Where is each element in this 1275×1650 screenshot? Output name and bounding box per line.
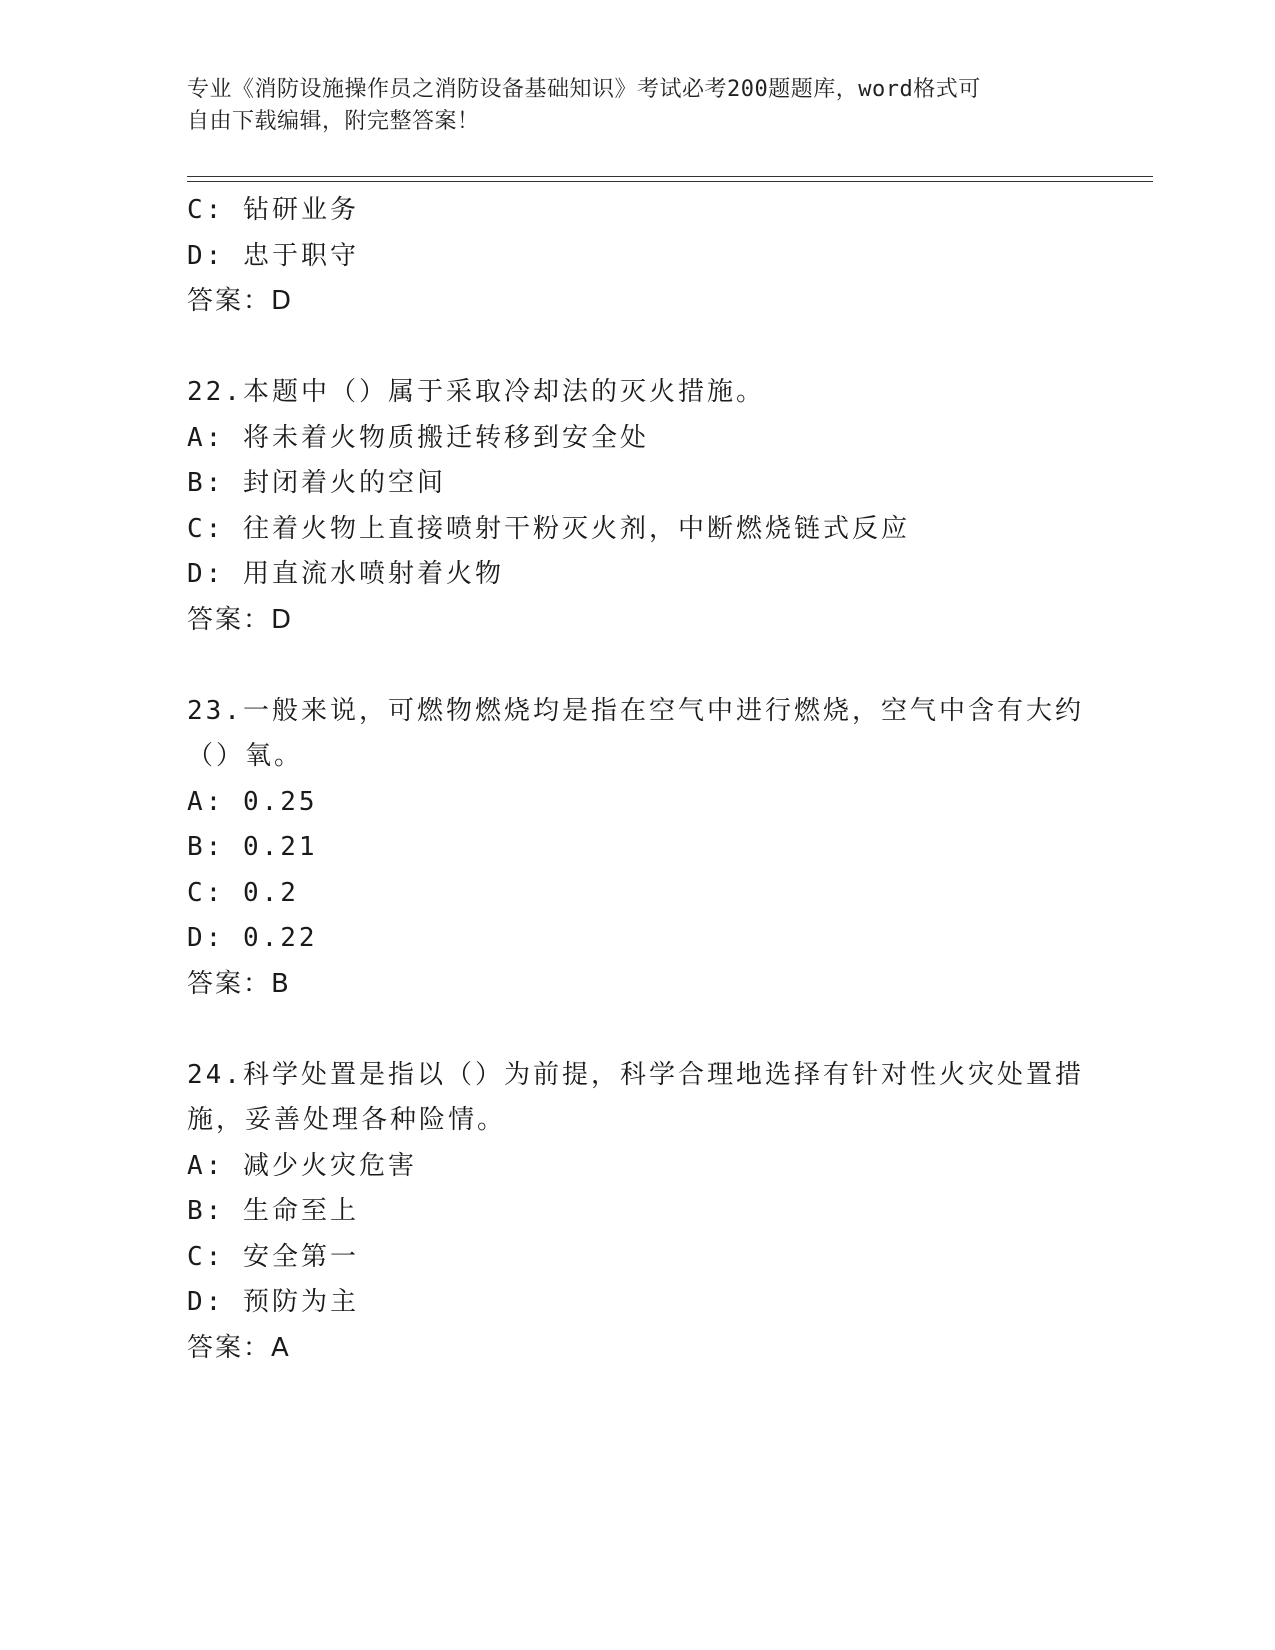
- header-divider-top: [187, 176, 1153, 177]
- answer: 答案：D: [187, 604, 294, 635]
- question-24: [187, 1053, 1107, 1372]
- question-stem-cont: 施，妥善处理各种险情。: [187, 1105, 507, 1135]
- question-stem: 24.科学处置是指以（）为前提，科学合理地选择有针对性火灾处置措: [187, 1059, 1084, 1090]
- question-23: [187, 689, 1107, 1008]
- option-d: D: 用直流水喷射着火物: [187, 559, 504, 589]
- option-a: A: 减少火灾危害: [187, 1150, 417, 1181]
- option-b: B: 生命至上: [187, 1196, 359, 1226]
- option-b: B: 封闭着火的空间: [187, 468, 446, 498]
- option-d: D: 0.22: [187, 923, 318, 953]
- header-divider-bottom: [187, 181, 1153, 182]
- option-d: D: 预防为主: [187, 1287, 359, 1317]
- spacer: [187, 1007, 1107, 1053]
- option-c: C: 安全第一: [187, 1241, 359, 1272]
- option-c: C: 钻研业务: [187, 195, 359, 225]
- option-d: D: 忠于职守: [187, 240, 359, 271]
- answer: 答案：D: [187, 286, 294, 316]
- question-stem: 23.一般来说，可燃物燃烧均是指在空气中进行燃烧，空气中含有大约: [187, 695, 1084, 726]
- question-stem: 22.本题中（）属于采取冷却法的灭火措施。: [187, 377, 765, 407]
- answer: 答案：A: [187, 1332, 291, 1363]
- option-a: A: 将未着火物质搬迁转移到安全处: [187, 422, 649, 453]
- option-b: B: 0.21: [187, 832, 318, 862]
- question-21-continuation: [187, 188, 1107, 325]
- option-c: C: 0.2: [187, 877, 299, 908]
- question-stem-cont: （）氧。: [187, 741, 304, 771]
- spacer: [187, 643, 1107, 689]
- spacer: [187, 325, 1107, 371]
- question-22: [187, 370, 1107, 643]
- header-line-2: 自由下载编辑，附完整答案！: [187, 109, 480, 134]
- question-list: [187, 188, 1107, 1371]
- document-header: [187, 74, 1067, 138]
- header-line-1: 专业《消防设施操作员之消防设备基础知识》考试必考200题题库，word格式可: [187, 77, 981, 102]
- option-a: A: 0.25: [187, 786, 318, 817]
- answer: 答案：B: [187, 968, 291, 999]
- option-c: C: 往着火物上直接喷射干粉灭火剂，中断燃烧链式反应: [187, 513, 910, 544]
